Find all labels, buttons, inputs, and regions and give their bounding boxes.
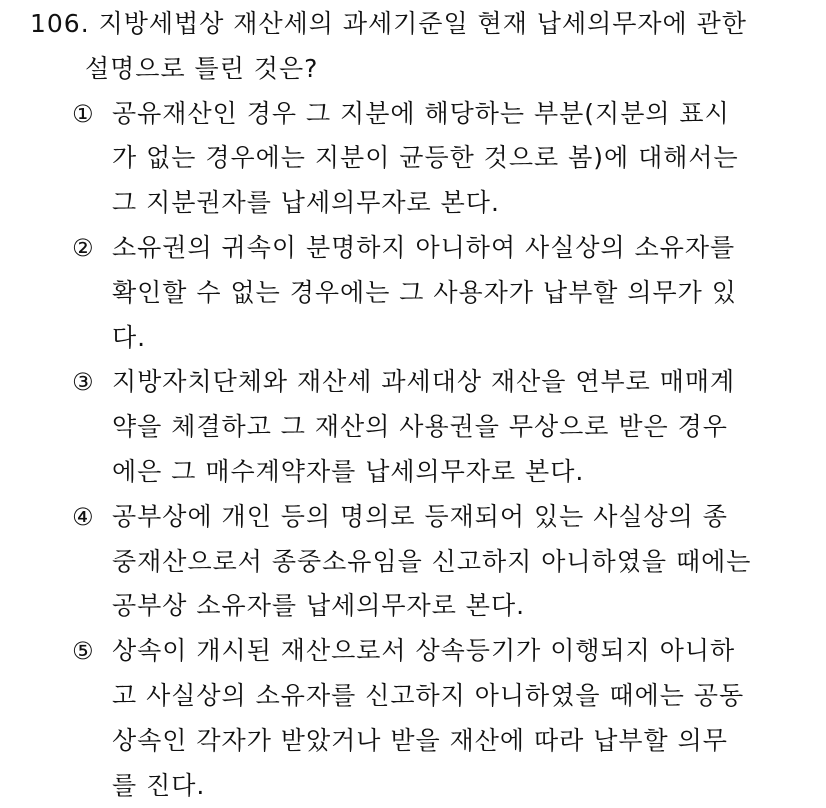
question-stem-continued: 설명으로 틀린 것은?	[85, 53, 319, 83]
option-line	[0, 764, 826, 808]
option-line	[0, 450, 826, 495]
option-line	[0, 360, 826, 405]
option-marker: ③	[72, 368, 95, 397]
option-line	[0, 92, 826, 137]
option-text: 그 지분권자를 납세의무자로 본다.	[112, 188, 500, 218]
option-text: 다.	[112, 322, 147, 352]
exam-question	[0, 2, 826, 808]
option-line	[0, 136, 826, 181]
option-5[interactable]	[0, 629, 826, 808]
option-marker: ②	[72, 233, 95, 262]
option-marker: ⑤	[72, 637, 95, 666]
option-text: 소유권의 귀속이 분명하지 아니하여 사실상의 소유자를	[112, 232, 736, 262]
option-line	[0, 540, 826, 585]
option-text: 공유재산인 경우 그 지분에 해당하는 부분(지분의 표시	[112, 98, 730, 128]
option-4[interactable]	[0, 495, 826, 629]
option-marker: ④	[72, 502, 95, 531]
option-line	[0, 674, 826, 719]
question-stem: 106. 지방세법상 재산세의 과세기준일 현재 납세의무자에 관한	[30, 9, 747, 38]
option-line	[0, 719, 826, 764]
option-line	[0, 629, 826, 674]
option-text: 확인할 수 없는 경우에는 그 사용자가 납부할 의무가 있	[112, 277, 737, 307]
option-text: 지방자치단체와 재산세 과세대상 재산을 연부로 매매계	[112, 367, 736, 397]
option-line	[0, 584, 826, 629]
option-text: 에은 그 매수계약자를 납세의무자로 본다.	[112, 456, 585, 486]
option-text: 약을 체결하고 그 재산의 사용권을 무상으로 받은 경우	[112, 412, 728, 442]
option-text: 공부상에 개인 등의 명의로 등재되어 있는 사실상의 종	[112, 501, 728, 531]
option-line	[0, 226, 826, 271]
option-text: 가 없는 경우에는 지분이 균등한 것으로 봄)에 대해서는	[112, 143, 739, 173]
option-3[interactable]	[0, 360, 826, 494]
option-text: 고 사실상의 소유자를 신고하지 아니하였을 때에는 공동	[112, 680, 745, 710]
option-2[interactable]	[0, 226, 826, 360]
option-text: 상속이 개시된 재산으로서 상속등기가 이행되지 아니하	[112, 636, 736, 666]
option-text: 중재산으로서 종중소유임을 신고하지 아니하였을 때에는	[112, 546, 752, 576]
option-line	[0, 181, 826, 226]
option-text: 상속인 각자가 받았거나 받을 재산에 따라 납부할 의무	[112, 725, 728, 755]
option-text: 를 진다.	[112, 770, 206, 800]
option-1[interactable]	[0, 92, 826, 226]
option-marker: ①	[72, 99, 95, 128]
option-text: 공부상 소유자를 납세의무자로 본다.	[112, 591, 526, 621]
option-line	[0, 495, 826, 540]
option-line	[0, 271, 826, 316]
option-line	[0, 405, 826, 450]
answer-options	[0, 92, 826, 808]
option-line	[0, 316, 826, 361]
